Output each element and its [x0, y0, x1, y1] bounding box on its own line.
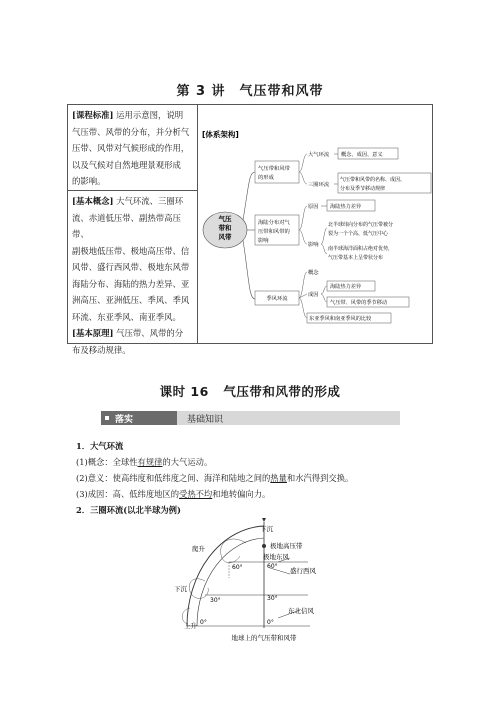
- branch-text: 季风环流: [266, 296, 288, 302]
- period-number: 课时 16: [159, 384, 209, 399]
- sub-cause: 成因: [308, 292, 319, 298]
- label-ne-trades: 东北信风: [288, 607, 314, 615]
- period-title: 气压带和风带的形成: [223, 384, 341, 399]
- leaf-text: 北半球纬向分布的气压带被分: [328, 222, 394, 228]
- label-westerlies: 盛行西风: [290, 567, 316, 575]
- lesson-number: 第 3 讲: [176, 84, 226, 99]
- text-segment: 和水汽得到交换。: [286, 473, 354, 483]
- text-segment: (1)概念：全球性: [76, 457, 138, 467]
- standard-label: [课程标准]: [72, 110, 114, 120]
- branch-text: 海陆分布对气: [258, 220, 290, 226]
- leaf-text: 海陆热力差异: [330, 284, 362, 290]
- principle-line: 布及移动规律。: [72, 344, 131, 355]
- sub-three-cell: 三圈环流: [308, 182, 330, 188]
- concept-line: 副极地低压带、极地高压带、信: [72, 245, 190, 256]
- branch-text: 气压带和风带: [258, 166, 290, 172]
- branch-text: 的形成: [258, 175, 274, 181]
- label-lat-0: 0°: [267, 619, 274, 626]
- leaf-text: 分布及季节移动规律: [340, 186, 386, 192]
- standard-line: 运用示意图，说明: [113, 110, 184, 120]
- sub-comparison: 东亚季风和南亚季风的比较: [309, 316, 372, 322]
- concept-line: 风带、盛行西风带、极地东风带: [72, 262, 190, 272]
- concept-line: 海陆分布、海陆的热力差异、亚: [72, 278, 190, 289]
- section-label: 落实: [115, 415, 134, 425]
- three-cell-circulation-diagram: [160, 518, 350, 646]
- label-sinking-left: 下沉: [174, 585, 187, 593]
- label-lat-60: 60°: [232, 564, 243, 571]
- label-sinking-top: 下沉: [260, 525, 273, 533]
- standard-line: 压带、风带对气候形成的作用，: [72, 143, 190, 153]
- label-polar-easterlies: 极地东风: [263, 553, 289, 561]
- significance-line: [76, 472, 353, 484]
- sub-atmospheric-circulation: 大气环流: [308, 152, 330, 158]
- principle-label: [基本原理]: [72, 328, 114, 338]
- concept-line: 洲高压、亚洲低压、季风、季风: [72, 295, 190, 305]
- text-segment: (3)成因：高、低纬度地区的: [76, 489, 180, 499]
- answer-blank: 有规律: [137, 457, 163, 467]
- basic-concepts: [72, 193, 194, 358]
- branch-text: 压带和风带的: [258, 229, 290, 235]
- leaf-text: 概念、成因、意义: [341, 152, 383, 158]
- label-lat-0: 0°: [200, 619, 207, 626]
- sub-reason: 原因: [308, 204, 319, 210]
- answer-blank: 热量: [270, 473, 287, 483]
- label-rising-bottom: 上升: [184, 622, 197, 630]
- cause-line: [76, 488, 270, 500]
- center-text: 风带: [218, 233, 232, 241]
- text-segment: 和地转偏向力。: [212, 489, 271, 499]
- standard-line: 气压带、风带的分布，并分析气: [72, 126, 190, 137]
- leaf-text: 气压带基本上呈带状分布: [328, 255, 384, 261]
- text-segment: (2)意义：使高纬度和低纬度之间、海洋和陆地之间的: [76, 473, 271, 483]
- label-lat-30: 30°: [210, 597, 221, 604]
- square-bullet-icon: [105, 416, 109, 420]
- label-polar-high: 极地高压带: [270, 542, 303, 550]
- standard-line: 以及气候对自然地理景观形成: [72, 159, 181, 170]
- leaf-text: 海陆热力差异: [330, 204, 362, 210]
- label-lat-30: 30°: [267, 595, 278, 602]
- course-standard: [72, 107, 194, 190]
- principle-line: 气压带、风带的分: [113, 328, 184, 338]
- mindmap-header: [体系架构]: [202, 130, 239, 139]
- center-text: 带和: [218, 224, 232, 232]
- branch-text: 影响: [258, 238, 269, 244]
- item-heading: 1．大气环流: [76, 441, 124, 451]
- leaf-text: 气压带、风带的季节移动: [330, 300, 388, 306]
- section-bar: [101, 411, 400, 425]
- concept-line: 大气环流、三圈环: [113, 196, 184, 206]
- lesson-title: [0, 80, 500, 99]
- definition-line: [76, 456, 212, 468]
- concept-line: 环流、东亚季风、南亚季风。: [72, 311, 181, 322]
- leaf-text: 南半球海洋面积占绝对优势，: [328, 246, 394, 252]
- label-rising-left: 爬升: [192, 545, 205, 553]
- answer-blank: 受热不均: [179, 489, 213, 499]
- diagram-caption: 地球上的气压带和风带: [231, 634, 297, 642]
- concept-mindmap: [197, 104, 433, 344]
- leaf-text: 气压带和风带的名称、成因、: [340, 177, 406, 183]
- concept-line: 流、赤道低压带、副热带高压带、: [72, 212, 181, 239]
- label-lat-60: 60°: [267, 563, 278, 570]
- leaf-text: 裂为一个个高、低气压中心: [328, 231, 389, 237]
- section-sublabel: 基础知识: [187, 415, 224, 425]
- text-segment: 的大气运动。: [162, 457, 213, 467]
- lesson-name: 气压带和风带: [239, 84, 324, 99]
- center-text: 气压: [218, 215, 232, 223]
- sub-influence: 影响: [308, 242, 319, 248]
- sub-concept: 概念: [308, 270, 319, 276]
- standard-line: 的影响。: [72, 176, 106, 186]
- lesson-subtitle: [0, 382, 500, 400]
- concept-label: [基本概念]: [72, 196, 114, 206]
- item-heading: 2．三圈环流(以北半球为例): [76, 505, 181, 515]
